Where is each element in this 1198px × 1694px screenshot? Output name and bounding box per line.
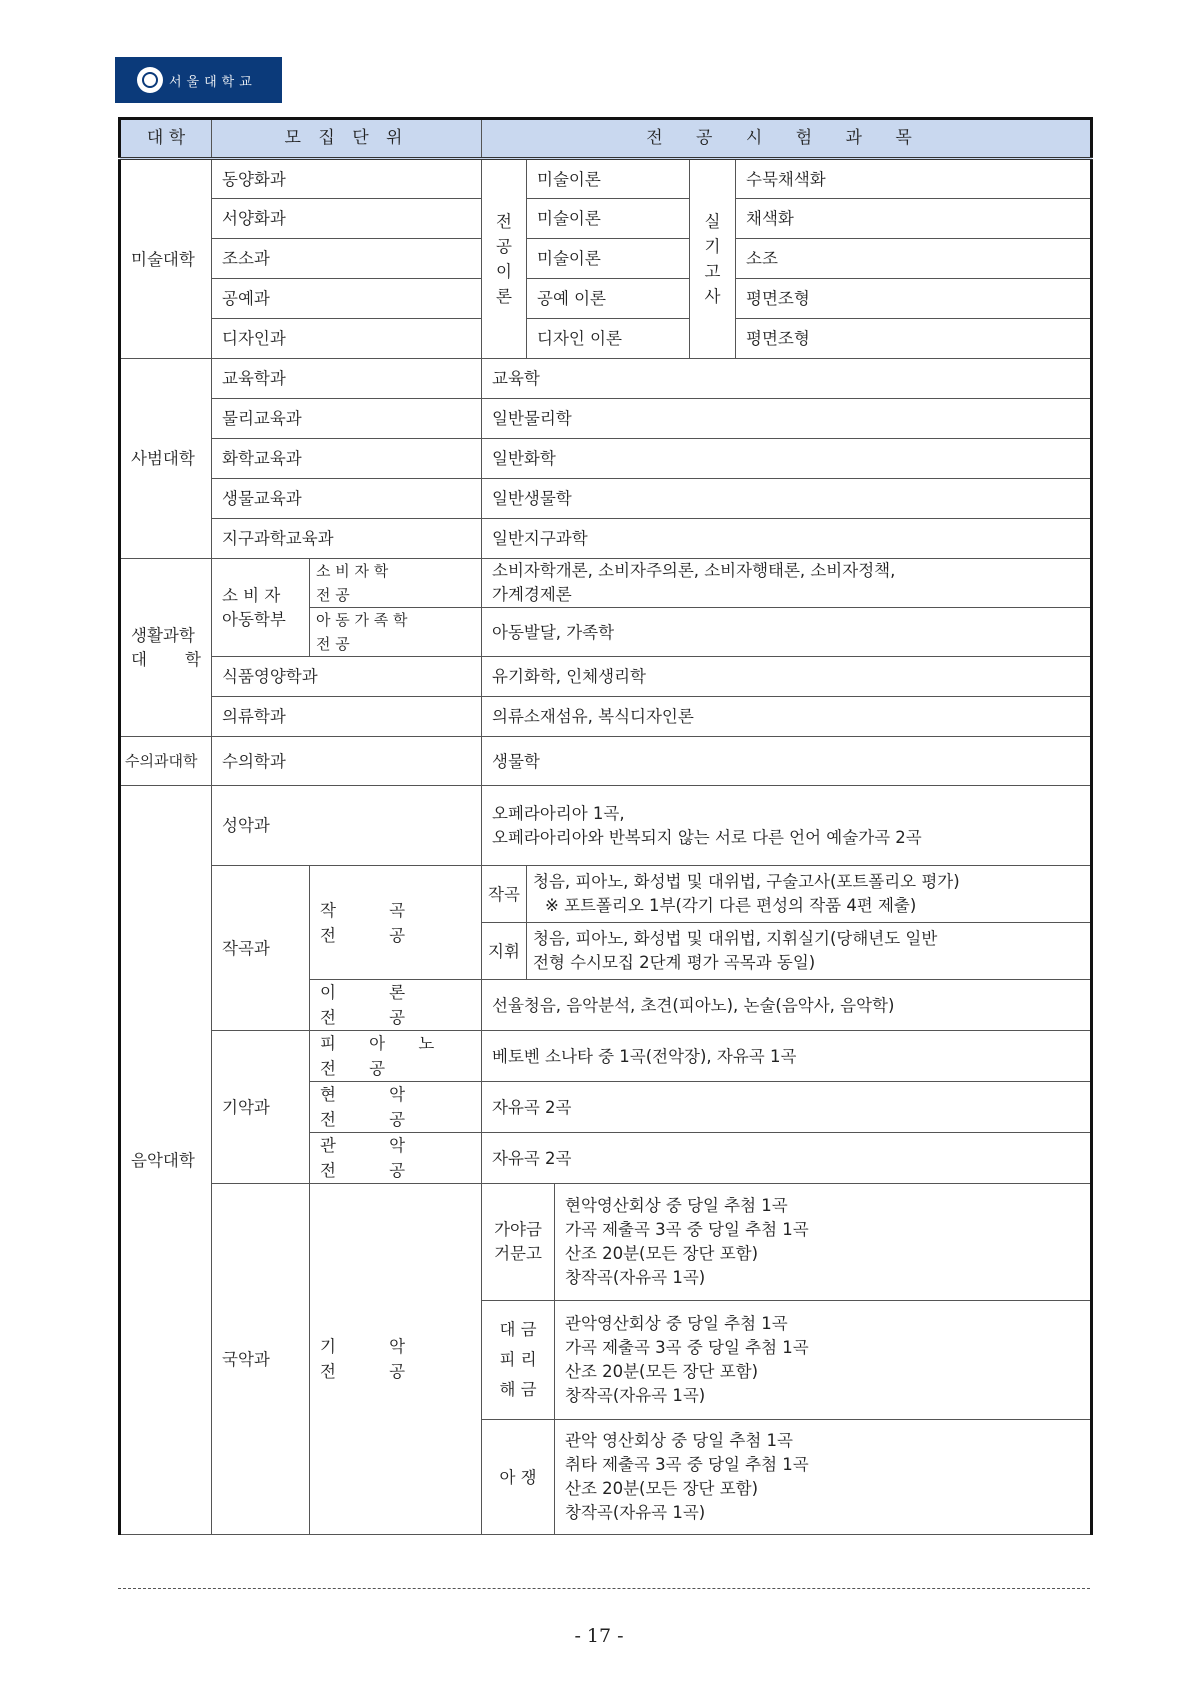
table-row [120, 159, 1092, 199]
dept-cell: 성악과 [212, 786, 482, 866]
instrument-cell: 아 쟁 [482, 1420, 555, 1535]
practical-cell: 소조 [736, 239, 1092, 279]
subject-cell: 교육학 [482, 359, 1092, 399]
dept-cell: 생물교육과 [212, 479, 482, 519]
instrument-cell: 가야금 거문고 [482, 1184, 555, 1301]
table-row [120, 479, 1092, 519]
dept-cell: 식품영양학과 [212, 657, 482, 697]
college-cell: 사범대학 [120, 359, 212, 559]
college-cell: 수의과대학 [120, 737, 212, 786]
practical-group-label: 실 기 고 사 [690, 159, 736, 359]
subject-cell: 자유곡 2곡 [482, 1133, 1092, 1184]
dept-cell: 국악과 [212, 1184, 310, 1535]
sub-major-label: 작곡 [482, 866, 527, 923]
subject-cell: 의류소재섬유, 복식디자인론 [482, 697, 1092, 737]
theory-cell: 디자인 이론 [527, 319, 690, 359]
table-row [120, 279, 1092, 319]
university-logo [115, 57, 282, 103]
emblem-icon [137, 67, 163, 93]
table-header-row [120, 119, 1092, 159]
dept-cell: 기악과 [212, 1031, 310, 1184]
college-cell: 생활과학 대 학 [120, 559, 212, 737]
table-row [120, 866, 1092, 923]
subject-cell: 아동발달, 가족학 [482, 608, 1092, 657]
theory-cell: 미술이론 [527, 239, 690, 279]
table-row [120, 1184, 1092, 1301]
subject-cell: 일반지구과학 [482, 519, 1092, 559]
major-cell: 현 악 전 공 [310, 1082, 482, 1133]
major-cell: 소 비 자 학 전 공 [310, 559, 482, 608]
subject-cell: 오페라아리아 1곡, 오페라아리아와 반복되지 않는 서로 다른 언어 예술가곡 2곡 [482, 786, 1092, 866]
table-row [120, 319, 1092, 359]
college-cell: 미술대학 [120, 159, 212, 359]
table-row [120, 199, 1092, 239]
subject-cell: 청음, 피아노, 화성법 및 대위법, 지휘실기(당해년도 일반 전형 수시모집 2단계 평가 곡목과 동일) [527, 923, 1092, 980]
instrument-cell: 대 금 피 리 해 금 [482, 1301, 555, 1420]
header-unit: 모 집 단 위 [212, 119, 482, 159]
subject-cell: 베토벤 소나타 중 1곡(전악장), 자유곡 1곡 [482, 1031, 1092, 1082]
theory-group-label: 전 공 이 론 [482, 159, 527, 359]
dept-cell: 물리교육과 [212, 399, 482, 439]
dept-cell: 디자인과 [212, 319, 482, 359]
subject-cell: 현악영산회상 중 당일 추첨 1곡 가곡 제출곡 3곡 중 당일 추첨 1곡 산조 20분(모든 장단 포함) 창작곡(자유곡 1곡) [555, 1184, 1092, 1301]
major-cell: 이 론 전 공 [310, 980, 482, 1031]
dept-cell: 조소과 [212, 239, 482, 279]
dept-cell: 공예과 [212, 279, 482, 319]
table-row [120, 439, 1092, 479]
major-cell: 기 악 전 공 [310, 1184, 482, 1535]
table-row [120, 737, 1092, 786]
table-row [120, 399, 1092, 439]
table-row [120, 359, 1092, 399]
exam-subjects-table [118, 117, 1093, 1535]
theory-cell: 미술이론 [527, 199, 690, 239]
dept-cell: 서양화과 [212, 199, 482, 239]
header-subject: 전 공 시 험 과 목 [482, 119, 1092, 159]
practical-cell: 채색화 [736, 199, 1092, 239]
subject-cell: 소비자학개론, 소비자주의론, 소비자행태론, 소비자정책, 가계경제론 [482, 559, 1092, 608]
major-cell: 관 악 전 공 [310, 1133, 482, 1184]
subject-cell: 일반물리학 [482, 399, 1092, 439]
theory-cell: 미술이론 [527, 159, 690, 199]
table-row [120, 786, 1092, 866]
table-row [120, 519, 1092, 559]
dept-cell: 교육학과 [212, 359, 482, 399]
table-row [120, 657, 1092, 697]
major-cell: 작 곡 전 공 [310, 866, 482, 980]
dept-cell: 지구과학교육과 [212, 519, 482, 559]
subject-cell: 관악 영산회상 중 당일 추첨 1곡 취타 제출곡 3곡 중 당일 추첨 1곡 산조 20분(모든 장단 포함) 창작곡(자유곡 1곡) [555, 1420, 1092, 1535]
major-cell: 피 아 노 전 공 [310, 1031, 482, 1082]
table-row [120, 559, 1092, 608]
subject-cell: 일반생물학 [482, 479, 1092, 519]
sub-major-label: 지휘 [482, 923, 527, 980]
subject-cell: 청음, 피아노, 화성법 및 대위법, 구술고사(포트폴리오 평가) ※ 포트폴리오 1부(각기 다른 편성의 작품 4편 제출) [527, 866, 1092, 923]
subject-cell: 자유곡 2곡 [482, 1082, 1092, 1133]
subject-cell: 일반화학 [482, 439, 1092, 479]
dept-cell: 수의학과 [212, 737, 482, 786]
dept-cell: 화학교육과 [212, 439, 482, 479]
division-cell: 소 비 자 아동학부 [212, 559, 310, 657]
subject-cell: 선율청음, 음악분석, 초견(피아노), 논술(음악사, 음악학) [482, 980, 1092, 1031]
practical-cell: 수묵채색화 [736, 159, 1092, 199]
major-cell: 아 동 가 족 학 전 공 [310, 608, 482, 657]
table-row [120, 239, 1092, 279]
logo-text: 서울대학교 [169, 74, 257, 90]
dept-cell: 작곡과 [212, 866, 310, 1031]
page-number: - 17 - [574, 1625, 624, 1647]
college-cell: 음악대학 [120, 786, 212, 1535]
table-bottom-border [118, 1588, 1090, 1589]
practical-cell: 평면조형 [736, 279, 1092, 319]
practical-cell: 평면조형 [736, 319, 1092, 359]
header-college: 대 학 [120, 119, 212, 159]
table-row [120, 1031, 1092, 1082]
subject-cell: 유기화학, 인체생리학 [482, 657, 1092, 697]
theory-cell: 공예 이론 [527, 279, 690, 319]
dept-cell: 의류학과 [212, 697, 482, 737]
subject-cell: 관악영산회상 중 당일 추첨 1곡 가곡 제출곡 3곡 중 당일 추첨 1곡 산조 20분(모든 장단 포함) 창작곡(자유곡 1곡) [555, 1301, 1092, 1420]
dept-cell: 동양화과 [212, 159, 482, 199]
table-row [120, 697, 1092, 737]
subject-cell: 생물학 [482, 737, 1092, 786]
